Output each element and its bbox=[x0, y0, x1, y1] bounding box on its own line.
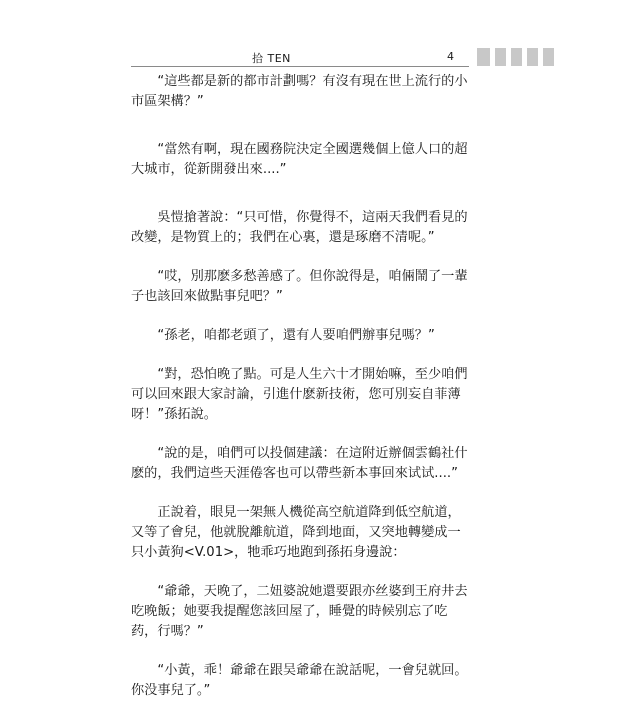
page-body bbox=[131, 72, 471, 701]
paragraph: “對，恐怕晚了點。可是人生六十才開始嘛，至少咱們可以回來跟大家討論，引進什麽新技術，您可別妄自菲薄呀！”孫拓說。 bbox=[131, 367, 468, 422]
page-number: 4 bbox=[447, 50, 454, 63]
paragraph: “小黃，乖！爺爺在跟吴爺爺在說話呢，一會兒就回。你没事兒了。” bbox=[131, 663, 468, 698]
paragraph: “這些都是新的都市計劃嗎？有沒有現在世上流行的小市區架構？” bbox=[131, 74, 468, 109]
paragraph: 吳愷搶著說：“只可惜，你覺得不，這兩天我們看見的改變，是物質上的；我們在心裏，還是琢磨不清呢。” bbox=[131, 210, 468, 245]
running-title: 拾 TEN bbox=[252, 52, 291, 65]
header-rule bbox=[131, 66, 469, 67]
paragraph: “哎，別那麽多愁善感了。但你說得是，咱倆鬧了一輩子也該回來做點事兒吧？” bbox=[131, 269, 468, 304]
paragraph: “當然有啊，現在國務院決定全國選幾個上億人口的超大城市，從新開發出來....” bbox=[131, 142, 468, 177]
header-block bbox=[543, 48, 554, 66]
paragraph: 正說着，眼見一架無人機從高空航道降到低空航道，又等了會兒，他就脫離航道，降到地面，又突地轉變成一只小黃狗<V.01>，牠乖巧地跑到孫拓身邊說： bbox=[131, 505, 461, 560]
header-block bbox=[527, 48, 538, 66]
paragraph: “說的是，咱們可以投個建議：在這附近辦個雲鶴社什麽的，我們這些天涯倦客也可以帶些新本事回來试试....” bbox=[131, 446, 468, 481]
paragraph: “孫老，咱都老頭了，還有人要咱們辦事兒嗎？” bbox=[157, 328, 435, 343]
header-block bbox=[511, 48, 522, 66]
header-block bbox=[477, 48, 490, 66]
paragraph: “爺爺，天晚了，二妞婆說她還要跟亦丝婆到王府井去吃晚飯；她要我提醒您該回屋了，睡覺的時候别忘了吃药，行嗎？” bbox=[131, 584, 468, 639]
header-block bbox=[495, 48, 506, 66]
page-header bbox=[131, 48, 621, 66]
